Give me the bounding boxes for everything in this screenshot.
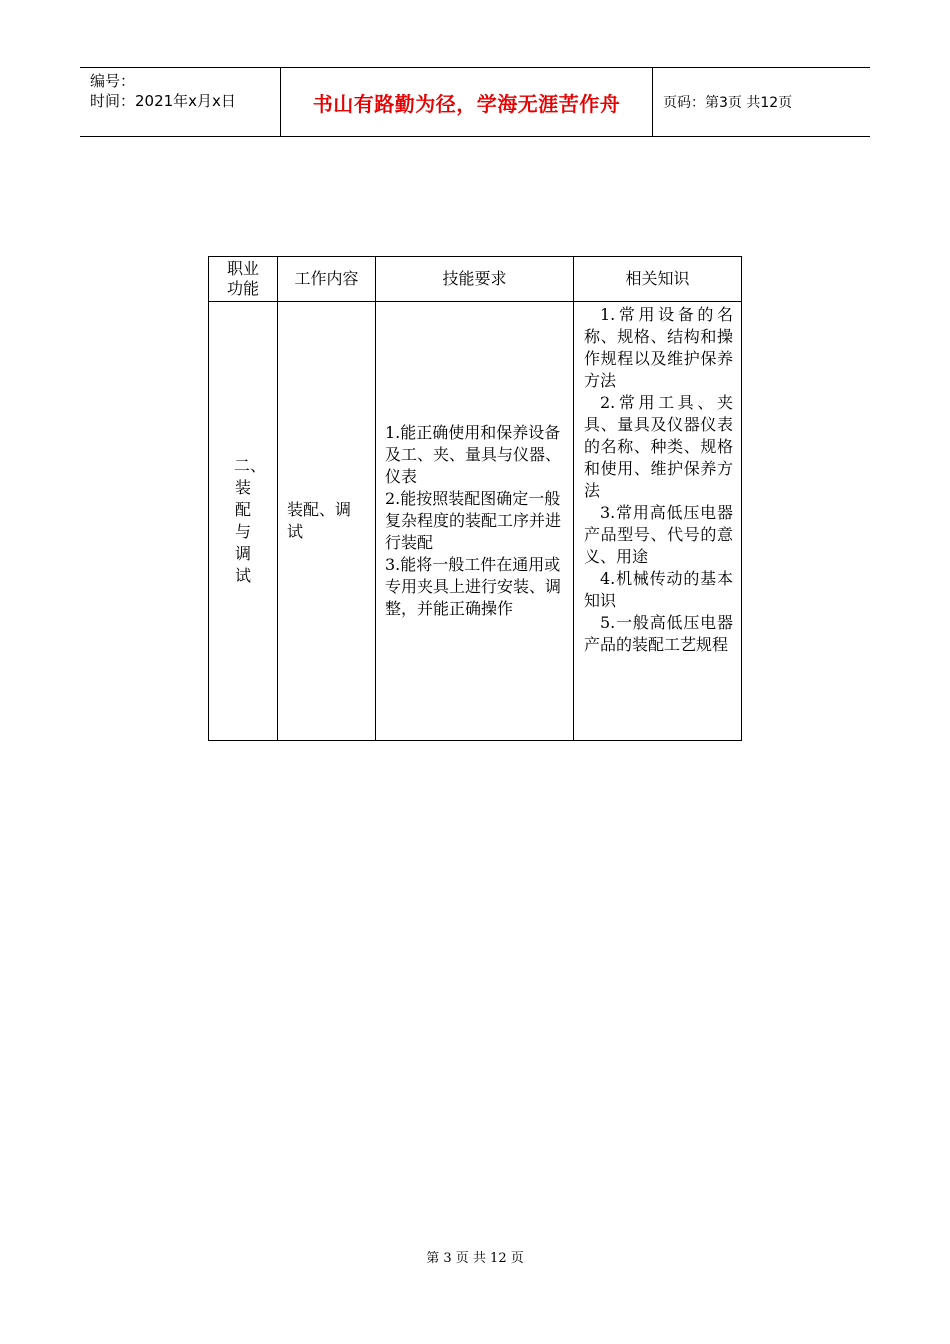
knowledge-item: 3.常用高低压电器产品型号、代号的意义、用途 [584, 503, 733, 566]
knowledge-item: 2.常用工具、夹具、量具及仪器仪表的名称、种类、规格和使用、维护保养方法 [584, 393, 733, 500]
knowledge-item: 5.一般高低压电器产品的装配工艺规程 [584, 613, 733, 654]
competency-table [208, 256, 742, 741]
header-knowledge: 相关知识 [574, 257, 742, 302]
table-row [209, 302, 742, 741]
skill-item: 3.能将一般工件在通用或专用夹具上进行安装、调整，并能正确操作 [385, 555, 562, 618]
header-work: 工作内容 [278, 257, 376, 302]
work-content-cell [278, 302, 376, 741]
number-label: 编号： [90, 72, 136, 90]
skills-cell [376, 302, 574, 741]
motto-text: 书山有路勤为径，学海无涯苦作舟 [312, 91, 621, 116]
time-label: 时间：2021年x月x日 [90, 92, 236, 110]
function-text: 二、装配与调试 [234, 456, 267, 585]
skill-item: 1.能正确使用和保养设备及工、夹、量具与仪器、仪表 [385, 423, 562, 486]
page-info: 页码：第3页 共12页 [663, 95, 793, 111]
knowledge-item: 4.机械传动的基本知识 [584, 569, 733, 610]
document-header [80, 67, 870, 137]
header-function-label: 职业功能 [226, 259, 259, 298]
header-motto-cell [281, 68, 653, 136]
skill-item: 2.能按照装配图确定一般复杂程度的装配工序并进行装配 [385, 489, 562, 552]
work-content-text: 装配、调试 [287, 500, 352, 541]
header-page-cell [653, 68, 870, 136]
header-meta-cell [80, 68, 281, 136]
function-cell [209, 302, 278, 741]
header-function [209, 257, 278, 302]
table-header-row [209, 257, 742, 302]
header-skill: 技能要求 [376, 257, 574, 302]
knowledge-item: 1.常用设备的名称、规格、结构和操作规程以及维护保养方法 [584, 305, 733, 390]
page-footer: 第 3 页 共 12 页 [426, 1251, 524, 1266]
knowledge-cell [574, 302, 742, 741]
